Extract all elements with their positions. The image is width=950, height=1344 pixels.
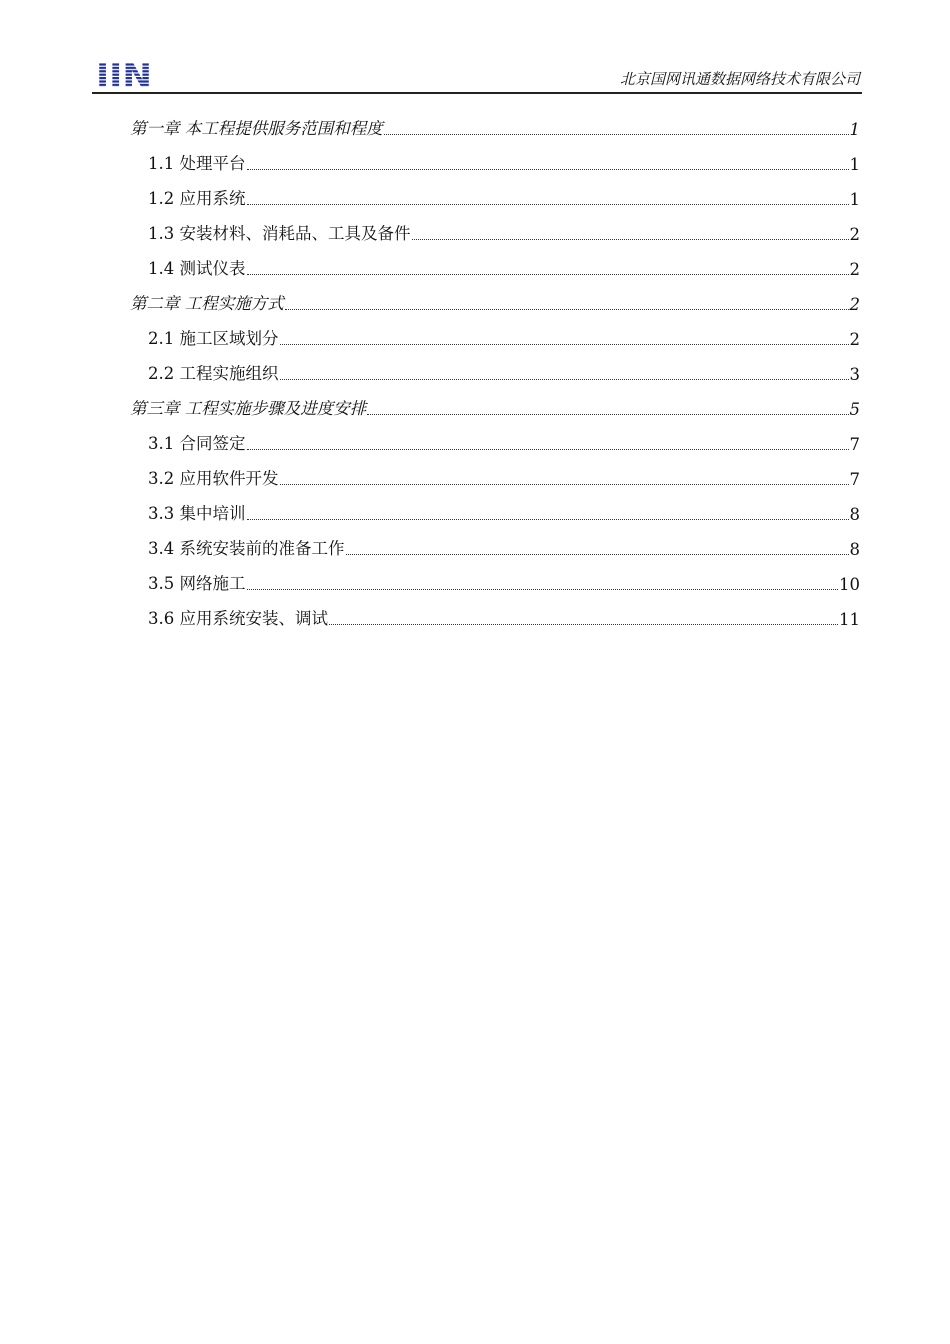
dot-leader (247, 449, 849, 450)
toc-entry-label (148, 605, 328, 633)
toc-page-number: 1 (849, 155, 860, 174)
toc-entry-label (148, 430, 246, 458)
toc-entry-label (148, 465, 279, 493)
toc-entry-label (148, 570, 246, 598)
toc-section-entry[interactable] (130, 423, 860, 458)
dot-leader (280, 344, 849, 345)
toc-section-number: 1.1 (148, 154, 175, 173)
toc-entry-title: 合同签定 (179, 434, 246, 453)
dot-leader (285, 309, 849, 310)
toc-entry-title: 第三章 工程实施步骤及进度安排 (130, 399, 367, 418)
toc-page-number: 2 (849, 295, 860, 314)
toc-entry-title: 应用系统安装、调试 (179, 609, 328, 628)
dot-leader (247, 519, 849, 520)
toc-section-entry[interactable] (130, 213, 860, 248)
toc-section-number: 3.4 (148, 539, 175, 558)
toc-entry-title: 应用系统 (179, 189, 246, 208)
toc-entry-label (148, 150, 246, 178)
dot-leader (247, 589, 839, 590)
toc-entry-title: 应用软件开发 (179, 469, 279, 488)
dot-leader (280, 379, 849, 380)
toc-page-number: 3 (849, 365, 860, 384)
toc-page-number: 11 (839, 610, 860, 629)
logo-text: IIN (96, 60, 152, 90)
toc-page-number: 1 (849, 190, 860, 209)
toc-entry-label (148, 325, 279, 353)
toc-section-number: 3.5 (148, 574, 175, 593)
toc-section-entry[interactable] (130, 143, 860, 178)
toc-entry-label (148, 255, 246, 283)
toc-entry-title: 工程实施组织 (179, 364, 279, 383)
dot-leader (247, 204, 849, 205)
dot-leader (384, 134, 849, 135)
toc-entry-title: 集中培训 (179, 504, 246, 523)
toc-section-entry[interactable] (130, 248, 860, 283)
toc-section-number: 3.1 (148, 434, 175, 453)
toc-entry-title: 施工区域划分 (179, 329, 279, 348)
toc-page-number: 7 (849, 470, 860, 489)
toc-section-number: 1.2 (148, 189, 175, 208)
toc-section-number: 3.3 (148, 504, 175, 523)
toc-section-entry[interactable] (130, 528, 860, 563)
toc-entry-label (148, 220, 411, 248)
toc-section-number: 2.2 (148, 364, 175, 383)
company-logo (96, 60, 152, 90)
toc-section-entry[interactable] (130, 458, 860, 493)
toc-entry-label (148, 360, 279, 388)
toc-entry-title: 测试仪表 (179, 259, 246, 278)
dot-leader (247, 169, 849, 170)
table-of-contents (130, 108, 860, 633)
dot-leader (280, 484, 849, 485)
toc-section-number: 1.4 (148, 259, 175, 278)
toc-section-entry[interactable] (130, 493, 860, 528)
toc-entry-title: 第一章 本工程提供服务范围和程度 (130, 119, 383, 138)
toc-page-number: 8 (849, 540, 860, 559)
toc-page-number: 5 (849, 400, 860, 419)
toc-page-number: 2 (849, 225, 860, 244)
toc-entry-label (148, 535, 345, 563)
dot-leader (412, 239, 849, 240)
toc-entry-title: 系统安装前的准备工作 (179, 539, 345, 558)
toc-entry-label (130, 290, 284, 318)
page-header (92, 58, 862, 94)
toc-entry-title: 安装材料、消耗品、工具及备件 (179, 224, 411, 243)
toc-section-entry[interactable] (130, 598, 860, 633)
toc-section-entry[interactable] (130, 178, 860, 213)
company-name: 北京国网讯通数据网络技术有限公司 (619, 70, 860, 88)
toc-entry-label (148, 500, 246, 528)
toc-section-number: 3.2 (148, 469, 175, 488)
toc-page-number: 2 (849, 260, 860, 279)
dot-leader (346, 554, 849, 555)
toc-section-number: 3.6 (148, 609, 175, 628)
dot-leader (367, 414, 848, 415)
toc-entry-title: 网络施工 (179, 574, 246, 593)
toc-entry-label (130, 115, 383, 143)
toc-section-number: 1.3 (148, 224, 175, 243)
toc-section-entry[interactable] (130, 318, 860, 353)
toc-entry-label (148, 185, 246, 213)
toc-entry-label (130, 395, 366, 423)
toc-page-number: 2 (849, 330, 860, 349)
toc-chapter-entry[interactable] (130, 388, 860, 423)
dot-leader (247, 274, 849, 275)
toc-page-number: 7 (849, 435, 860, 454)
toc-page-number: 10 (839, 575, 860, 594)
toc-entry-title: 第二章 工程实施方式 (130, 294, 284, 313)
toc-page-number: 1 (849, 120, 860, 139)
toc-page-number: 8 (849, 505, 860, 524)
toc-chapter-entry[interactable] (130, 283, 860, 318)
toc-section-number: 2.1 (148, 329, 175, 348)
toc-entry-title: 处理平台 (179, 154, 246, 173)
toc-chapter-entry[interactable] (130, 108, 860, 143)
dot-leader (329, 624, 838, 625)
toc-section-entry[interactable] (130, 563, 860, 598)
toc-section-entry[interactable] (130, 353, 860, 388)
